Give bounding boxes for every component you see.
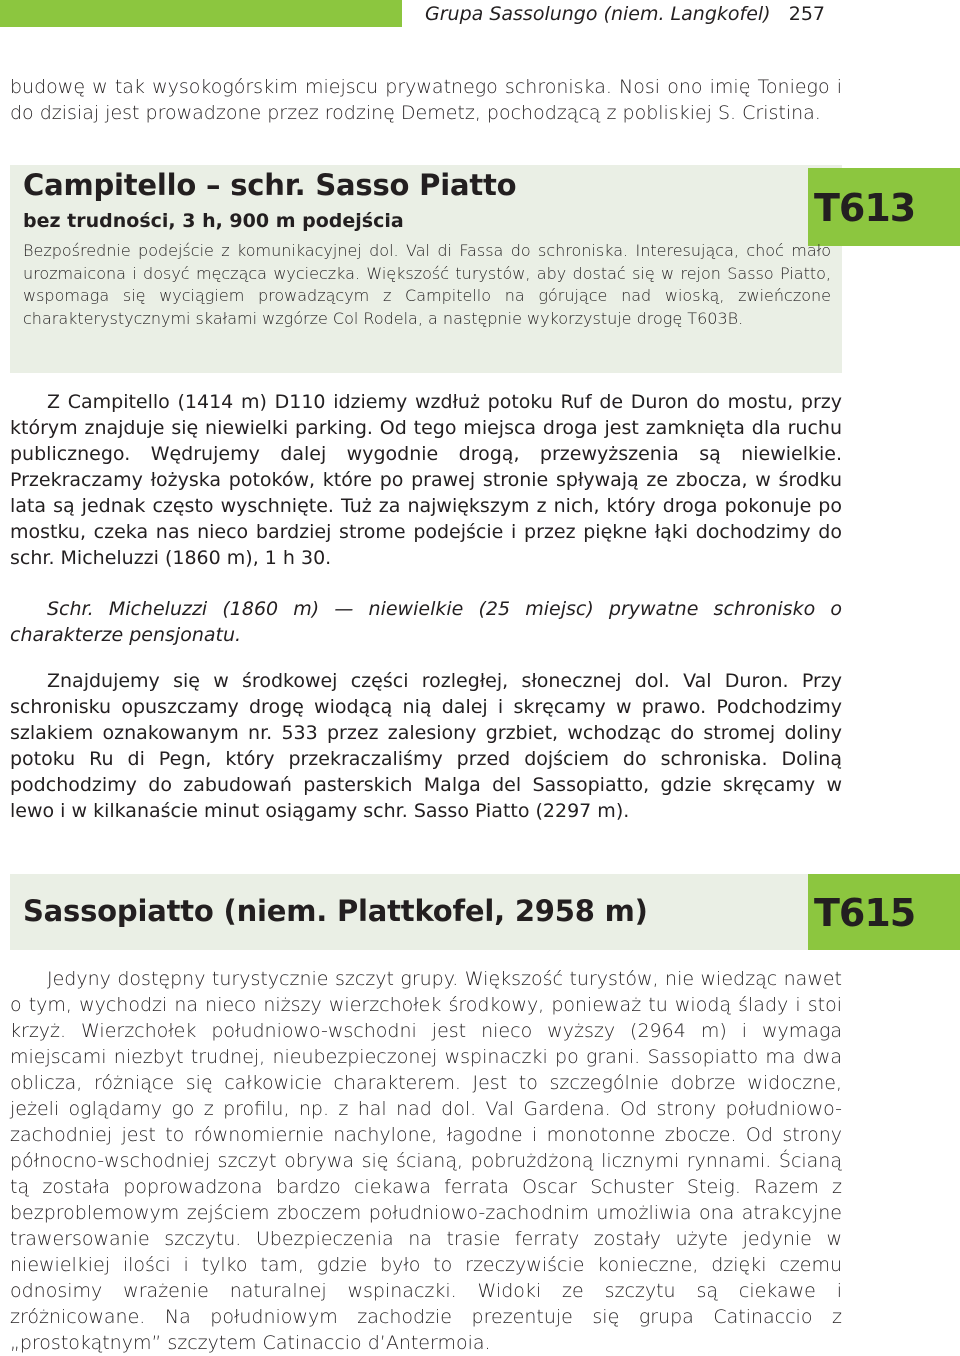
peak-title: Sassopiatto (niem. Plattkofel, 2958 m): [23, 894, 648, 928]
hut-note: Schr. Micheluzzi (1860 m) — niewielkie (25 miejsc) prywatne schronisko o charakterze pensjonatu.: [10, 598, 842, 646]
route-tag: T613: [814, 186, 916, 230]
route-description: Bezpośrednie podejście z komunikacyjnej dol. Val di Fassa do schroniska. Interesująca, choć mało urozmaicona i dosyć męcząca wycieczka. Większość turystów, aby dostać się w rejon Sasso Piatto, wspomaga się wyciągiem prowadzącym z Campitello na górujące nad wioską, zwieńczone charakterystycznymi skałami wzgórze Col Rodela, a następnie wykorzystuje drogę T603B.: [23, 241, 831, 328]
route-title: Campitello – schr. Sasso Piatto: [23, 168, 517, 202]
route-paragraph-2: Znajdujemy się w środkowej części rozległej, słonecznej dol. Val Duron. Przy schronisku opuszczamy drogę wiodącą nią dalej i skręcamy w prawo. Podchodzimy szlakiem oznakowanym nr. 533 przez zalesiony grzbiet, wchodząc do stromej doliny potoku Ru di Pegn, który przekraczaliśmy przed dojściem do schroniska. Doliną podchodzimy do zabudowań pasterskich Malga del Sassopiatto, gdzie skręcamy w lewo i w kilkanaście minut osiągamy schr. Sasso Piatto (2297 m).: [10, 670, 842, 822]
route-paragraph-1: Z Campitello (1414 m) D110 idziemy wzdłuż potoku Ruf de Duron do mostu, przy którym znajduje się niewielki parking. Od tego miejsca droga jest zamknięta dla ruchu publicznego. Wędrujemy dalej wygodnie drogą, przewyższenia są niewielkie. Przekraczamy łożyska potoków, które po prawej stronie spływają ze zbocza, w środku lata są jednak często wyschnięte. Tuż za największym z nich, który droga pokonuje po mostku, czeka nas nieco bardziej strome podejście i przez piękne łąki dochodzimy do schr. Micheluzzi (1860 m), 1 h 30.: [10, 391, 842, 569]
peak-paragraph: Jedyny dostępny turystycznie szczyt grupy. Większość turystów, nie wiedząc nawet o tym, wychodzi na nieco niższy wierzchołek środkowy, ponieważ tu wiodą ślady i stoi krzyż. Wierzchołek południowo-wschodni jest nieco wyższy (2964 m) i wymaga miejscami niezbyt trudnej, nieubezpieczonej wspinaczki po grani. Sassopiatto ma dwa oblicza, różniące się całkowicie charakterem. Jest to szczególnie dobrze widoczne, jeżeli oglądamy go z profilu, np. z hal nad dol. Val Gardena. Od strony południowo-zachodniej jest to równomiernie nachylone, łagodne i monotonne zbocze. Od strony północno-wschodniej szczyt obrywa się ścianą, pobrużdżoną licznymi rynnami. Ścianą tą została poprowadzona bardzo ciekawa ferrata Oscar Schuster Steig. Razem z bezproblemowym zejściem zboczem południowo-zachodnim umożliwia ona atrakcyjne trawersowanie szczytu. Ubezpieczenia na trasie ferraty zostały użyte jedynie w niewielkiej ilości i tylko tam, gdzie było to rzeczywiście konieczne, dzięki czemu odnosimy wrażenie naturalnej wspinaczki. Widoki ze szczytu są ciekawe i zróżnicowane. Na południowym zachodzie prezentuje się grupa Catinaccio z „prostokątnym” szczytem Catinaccio d’Antermoia.: [10, 968, 842, 1354]
route-tag-badge: [808, 168, 960, 246]
route-subtitle: bez trudności, 3 h, 900 m podejścia: [23, 210, 404, 232]
running-header-title: Grupa Sassolungo (niem. Langkofel): [425, 3, 771, 25]
intro-paragraph: budowę w tak wysokogórskim miejscu prywatnego schroniska. Nosi ono imię Toniego i do dzisiaj jest prowadzone przez rodzinę Demetz, pochodzącą z pobliskiej S. Cristina.: [10, 76, 842, 124]
peak-tag-badge: [808, 874, 960, 950]
peak-tag: T615: [814, 891, 916, 935]
page-number: 257: [788, 3, 825, 25]
header-accent-bar: [0, 0, 402, 27]
running-header: [425, 3, 945, 25]
